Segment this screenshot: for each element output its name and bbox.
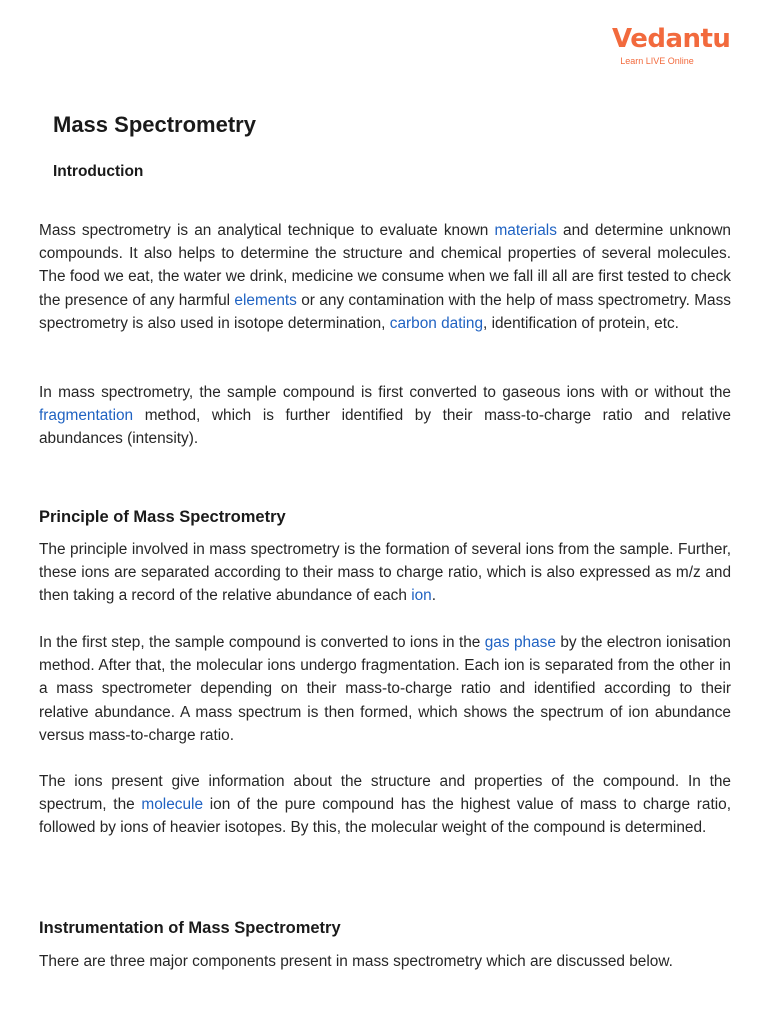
text-run: , identification of protein, etc. xyxy=(483,314,679,332)
link-fragmentation[interactable]: fragmentation xyxy=(39,407,134,425)
principle-paragraph-1 xyxy=(39,538,731,608)
logo-tagline: Learn LIVE Online xyxy=(620,56,694,66)
logo-wordmark: Vedantu xyxy=(612,24,731,54)
text-run: . xyxy=(431,587,437,605)
link-ion[interactable]: ion xyxy=(411,587,432,605)
text-run: ion of the pure compound has the highest value of mass to charge ratio, followed by ions of heavier isotopes. By this, the molecular weight of the compound is determined. xyxy=(39,796,731,837)
introduction-heading: Introduction xyxy=(53,163,144,180)
link-elements[interactable]: elements xyxy=(234,291,297,309)
text-run: The principle involved in mass spectrometry is the formation of several ions from the sample. Further, these ions are separated according to their mass to charge ratio, which is also expressed as m/z and then taking a record of the relative abundance of each xyxy=(39,541,731,605)
link-carbon-dating[interactable]: carbon dating xyxy=(389,314,484,332)
intro-paragraph-2 xyxy=(39,381,731,451)
link-molecule[interactable]: molecule xyxy=(141,796,204,814)
text-run: or any contamination with the help of mass spectrometry. Mass spectrometry is also used in isotope determination, xyxy=(39,291,731,332)
instrumentation-heading: Instrumentation of Mass Spectrometry xyxy=(39,919,341,937)
principle-heading: Principle of Mass Spectrometry xyxy=(39,508,286,526)
text-run: method, which is further identified by their mass-to-charge ratio and relative abundances (intensity). xyxy=(39,407,731,448)
text-run: Mass spectrometry is an analytical technique to evaluate known xyxy=(39,222,495,239)
principle-paragraph-2 xyxy=(39,631,731,747)
vedantu-logo[interactable] xyxy=(612,24,731,66)
intro-paragraph-1 xyxy=(39,219,731,335)
principle-paragraph-3 xyxy=(39,770,731,840)
text-run: by the electron ionisation method. After that, the molecular ions undergo fragmentation. Each ion is separated from the other in a mass spectrometer depending on their mass-to-charge ratio and identified according to their relative abundance. A mass spectrum is then formed, which shows the spectrum of ion abundance versus mass-to-charge ratio. xyxy=(39,634,731,744)
text-run: The ions present give information about the structure and properties of the compound. In the spectrum, the xyxy=(39,773,731,814)
text-run: and determine unknown compounds. It also helps to determine the structure and chemical properties of several molecules. The food we eat, the water we drink, medicine we consume when we fall ill all are first tested to check the presence of any harmful xyxy=(39,222,731,309)
text-run: In the first step, the sample compound is converted to ions in the xyxy=(39,634,485,651)
instrumentation-paragraph-1: There are three major components present in mass spectrometry which are discussed below. xyxy=(39,953,673,970)
text-run: In mass spectrometry, the sample compound is first converted to gaseous ions with or without the xyxy=(39,384,731,401)
link-gas-phase[interactable]: gas phase xyxy=(484,634,556,651)
page-title: Mass Spectrometry xyxy=(53,112,256,137)
link-materials[interactable]: materials xyxy=(494,222,557,239)
